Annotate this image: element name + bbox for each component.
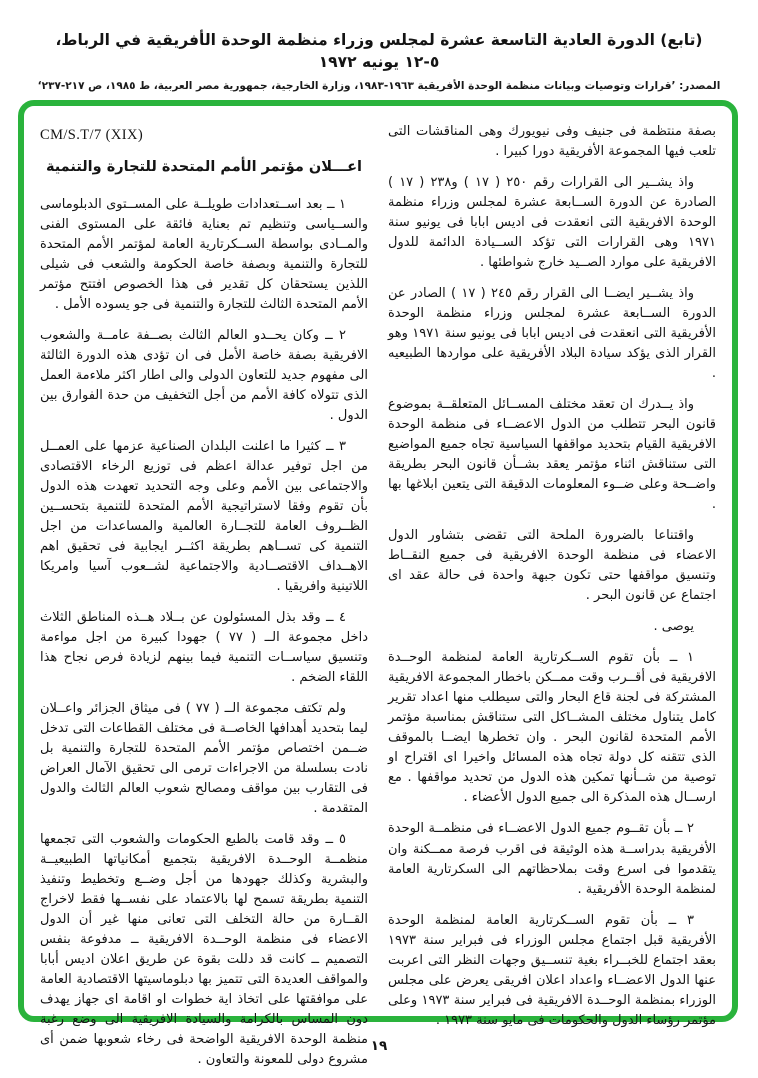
recital-resolution-245: واذ يشــير ايضــا الى القرار رقم ٢٤٥ ( ١٧ ) الصادر عن الدورة الســابعة عشرة لمجلس وزراء منظمة الوحدة الأفريقية التى انعقدت فى اديس ابابا فى يونيو سنة ١٩٧١ وهو القرار الذى يؤكد سيادة البلاد الأفريقية على مواردها الطبيعيه . xyxy=(388,286,717,382)
left-column xyxy=(40,122,368,1068)
document-frame xyxy=(18,100,738,1068)
paragraph-3: ٣ ــ كثيرا ما اعلنت البلدان الصناعية عزمها على العمــل من اجل توفير عدالة اعظم فى توزيع الرخاء الاقتصادى والاجتماعى بين الأمم وعلى وجه التحديد تعهدت هذه الدول بأن تقوم وفقا لاستراتيجية الأمم المتحدة للتنمية بتحســين الظــروف العامة للتجــارة العالمية والمساعدات من اجل التنمية كى تســاهم بطريقة اكثــر ايجابية فى تحقيق اهم الاهــداف الاقتصــادية والاجتماعية لشــعوب آسيا وامريكا اللاتينية وافريقيا . xyxy=(40,438,368,594)
declaration-title: اعـــلان مؤتمر الأمم المتحدة للتجارة والتنمية xyxy=(45,159,363,176)
page-number: ١٩ xyxy=(370,1038,388,1054)
recital-law-of-sea: واذ يــدرك ان تعقد مختلف المســائل المتعلقــة بموضوع قانون البحر تتطلب من الدول الاعضــاء فى منظمة الوحدة الافريقية القيام بتحديد مواقفها السياسية تجاه جميع المواضيع التى ستناقش اثناء مؤتمر يعقد بشــأن قانون البحر بطريقة واضــحة وعلى ضــوء المعلومات الدقيقة التى يتعين ابلاغها بها . xyxy=(388,397,716,513)
paragraph-4: ٤ ــ وقد بذل المسئولون عن بــلاد هــذه المناطق الثلاث داخل مجموعة الــ ( ٧٧ ) جهودا كبيرة من اجل مواءمة وتنسيق سياســات التنمية فيما بينهم لزيادة فرص نجاح هذا اللقاء الضخم . xyxy=(40,609,368,685)
source-citation: المصدر: ’قرارات وتوصيات وبيانات منظمة الوحدة الأفريقية ١٩٦٣-١٩٨٣، وزارة الخارجية، جمهورية مصر العربية، ط ١٩٨٥، ص ٢١٧-٢٣٧‘ xyxy=(37,80,721,93)
page-header xyxy=(0,30,758,92)
paragraph-2: ٢ ــ وكان يحــدو العالم الثالث بصــفة عامــة والشعوب الافريقية بصفة خاصة الأمل فى ان تؤدى هذه الدورة الثالثة الى مفهوم جديد للتعاون الدولى والى اطار اكثر ملاءمة العمل الذى تتولاه كافة الأمم من أجل التخفيف من حدة الفوارق بين الدول . xyxy=(40,327,368,423)
two-column-layout xyxy=(24,106,732,1068)
document-reference: CM/S.T/7 (XIX) xyxy=(40,127,144,143)
recital-consultation: واقتناعا بالضرورة الملحة التى تقضى بتشاور الدول الاعضاء فى منظمة الوحدة الافريقية فى جميع النقــاط وتنسيق مواقفها حتى تكون جبهة واحدة فى حالة عقد اى اجتماع عن قانون البحر . xyxy=(388,528,716,604)
session-title: (تابع) الدورة العادية التاسعة عشرة لمجلس وزراء منظمة الوحدة الأفريقية في الرباط، ٥-١٢ يونيه ١٩٧٢ xyxy=(55,31,703,71)
paragraph-1: ١ ــ بعد اســتعدادات طويلــة على المســتوى الدبلوماسى والســياسى وتنظيم تم بعناية فائقة على المستوى الفنى والمــادى بواسطة الســكرتارية العامة لمؤتمر الأمم المتحدة للتجارة والتنمية وبصفة خاصة الحكومة والشعب فى شيلى اللذين يستحقان كل تقدير فى هذا الخصوص افتتح مؤتمر الأمم المتحدة الثالث للتجارة والتنمية فى جو يسوده الأمل . xyxy=(40,196,368,312)
recommendation-1: ١ ــ بأن تقوم الســكرتارية العامة لمنظمة الوحــدة الافريقية فى أقــرب وقت ممــكن باخطار المجموعة الافريقية المشتركة فى لجنة قاع البحار والتى سيطلب منها اعداد تقرير كامل يتناول مختلف المشــاكل التى ستناقش بمناسبة مؤتمر الأمم المتحدة لقانون البحر . وان تخطرها ايضــا بالموقف الذى تتقنه كل دولة تجاه هذه المسائل واخيرا اى اقتراح او توصية من شــأنها تمكين هذه الدول من تحديد مواقفها . مع ارســال هذه المذكرة الى جميع الدول الأعضاء . xyxy=(388,650,716,806)
paragraph-5: ٥ ــ وقد قامت بالطبع الحكومات والشعوب التى تجمعها منظمــة الوحــدة الافريقية بتجميع أمكانياتها الطبيعيــة والبشرية وكذلك جهودها من أجل وضــع وتخطيط وتنفيذ التنمية بطريقة تسمح لها بالاعتماد على نفســها فقط لاخراج القــارة من حالة التخلف التى تعانى منها غير أن الدول الاعضاء فى منظمة الوحــدة الافريقية ــ مدفوعة بنفس التصميم ــ كانت قد دللت بقوة عن طريق اعلان اديس أبابا والمواقف العديدة التى تتميز بها دبلوماسيتها الاقتصادية العامة على موافقتها على اتخاذ اية خطوات او اقامة اى جهاز يهدف دون المساس بالكرامة والسيادة الافريقية الى وضع رغبة منظمة الوحدة الافريقية الواضحة فى رخاء شعوبها ضمن أى مشروع دولى للمعونة والتعاون . xyxy=(40,832,368,1068)
recommends-heading: يوصى . xyxy=(653,619,694,635)
recommendation-2: ٢ ــ بأن تقــوم جميع الدول الاعضــاء فى منظمــة الوحدة الأفريقية بدراســة هذه الوثيقة فى اقرب فرصة ممــكنة وان يتقدموا فى اسرع وقت بملاحظاتهم الى السكرتارية العامة لمنظمة الوحدة الأفريقية . xyxy=(388,821,716,897)
recommendation-3: ٣ ــ بأن تقوم الســكرتارية العامة لمنظمة الوحدة الأفريقية قبل اجتماع مجلس الوزراء فى فبراير سنة ١٩٧٣ بعقد اجتماع للخبــراء بغية تنســيق وجهات النظر التى اعربت عنها الدول الاعضــاء واعداد اعلان افريقى يعرض على مجلس الوزراء بمنظمة الوحــدة الافريقية فى فبراير سنة ١٩٧٣ وعلى مؤتمر رؤساء الدول والحكومات فى مايو سنة ١٩٧٣ . xyxy=(388,912,716,1028)
recital-resolutions-250-238: واذ يشــير الى القرارات رقم ٢٥٠ ( ١٧ ) و٢٣٨ ( ١٧ ) الصادرة عن الدورة الســابعة عشرة لمجلس وزراء منظمة الوحدة الافريقية التى انعقدت فى اديس ابابا فى يونيو سنة ١٩٧١ وهى القرارات التى تؤكد الســيادة الدائمة للدول الافريقية على موارد الصــيد خارج شواطئها . xyxy=(388,175,716,271)
continuation-paragraph: بصفة منتظمة فى جنيف وفى نيويورك وهى المناقشات التى تلعب فيها المجموعة الأفريقية دورا كبيرا . xyxy=(388,124,716,160)
paragraph-4b: ولم تكتف مجموعة الــ ( ٧٧ ) فى ميثاق الجزائر واعــلان ليما بتحديد أهدافها الخاصــة فى مختلف القطاعات التى تدخل ضــمن اختصاص مؤتمر الأمم المتحدة للتجارة والتنمية بل نادت بسلسلة من الاجراءات ترمى الى تحقيق الآمال العراض فى التقارب بين مواقف ومصالح شعوب العالم الثالث والدول المتقدمة . xyxy=(40,701,368,817)
right-column xyxy=(388,122,717,1028)
